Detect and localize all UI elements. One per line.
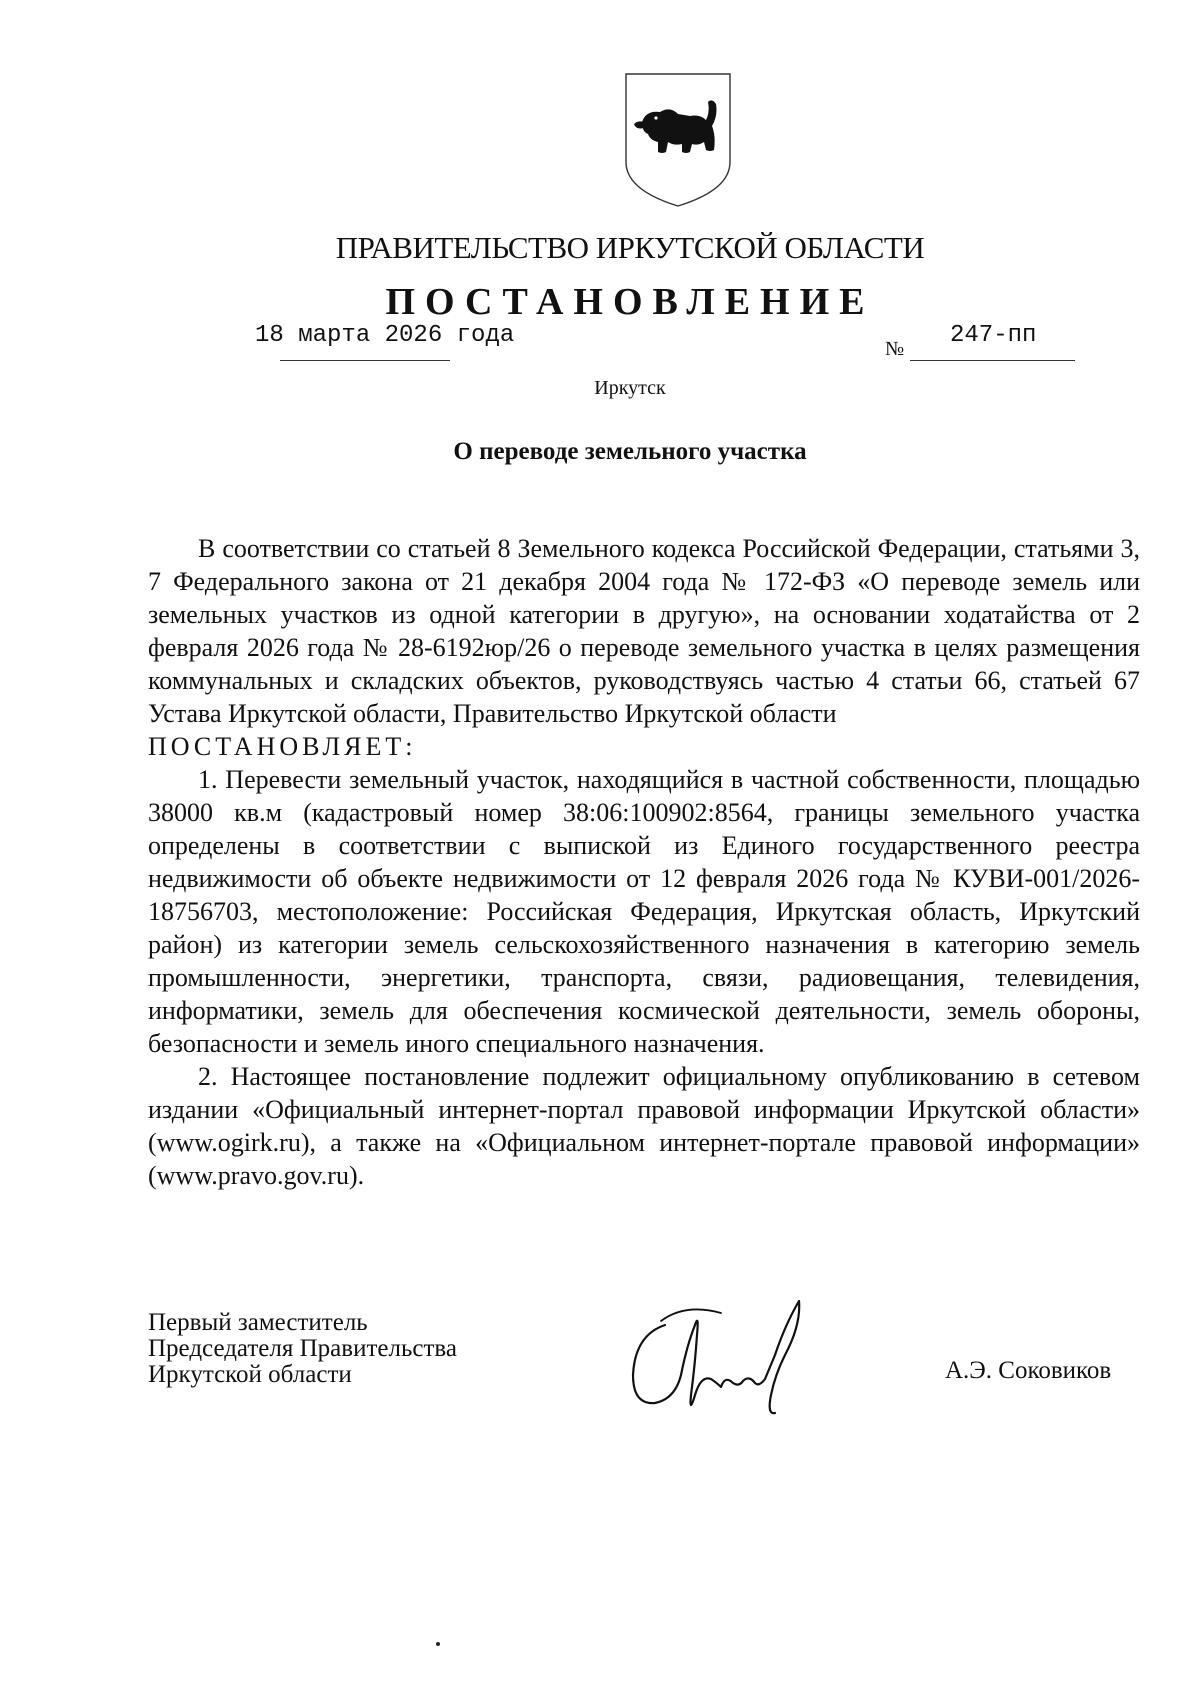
coat-of-arms-icon (620, 70, 736, 210)
signature-icon (625, 1295, 830, 1430)
document-number: 247-пп (950, 322, 1037, 349)
position-line-3: Иркутской области (148, 1361, 352, 1388)
document-body (148, 532, 1140, 1192)
date-underline (280, 360, 450, 361)
document-date: 18 марта 2026 года (255, 322, 515, 349)
signer-name: А.Э. Соковиков (945, 1357, 1112, 1384)
number-sign: № (885, 338, 905, 360)
preamble-paragraph: В соответствии со статьей 8 Земельного кодекса Российской Федерации, статьями 3, 7 Федерального закона от 21 декабря 2004 года № 172-ФЗ «О переводе земель или земельных участков из одной категории в другую», на основании ходатайства от 2 февраля 2026 года № 28-6192юр/26 о переводе земельного участка в целях размещения коммунальных и складских объектов, руководствуясь частью 4 статьи 66, статьей 67 Устава Иркутской области, Правительство Иркутской области (148, 534, 1140, 728)
position-line-2: Председателя Правительства (148, 1335, 457, 1362)
number-underline (910, 360, 1075, 361)
document-type: ПОСТАНОВЛЕНИЕ (385, 281, 875, 323)
position-line-1: Первый заместитель (148, 1309, 368, 1336)
document-title: О переводе земельного участка (453, 438, 807, 465)
stray-dot (436, 1642, 440, 1646)
government-name: ПРАВИТЕЛЬСТВО ИРКУТСКОЙ ОБЛАСТИ (335, 230, 925, 265)
decree-word: ПОСТАНОВЛЯЕТ: (148, 732, 417, 761)
item-1-paragraph: 1. Перевести земельный участок, находящийся в частной собственности, площадью 38000 кв.м (кадастровый номер 38:06:100902:8564, границы земельного участка определены в соответствии с выпиской из Единого государственного реестра недвижимости об объекте недвижимости от 12 февраля 2026 года № КУВИ-001/2026-18756703, местоположение: Российская Федерация, Иркутская область, Иркутский район) из категории земель сельскохозяйственного назначения в категорию земель промышленности, энергетики, транспорта, связи, радиовещания, телевидения, информатики, земель для обеспечения космической деятельности, земель обороны, безопасности и земель иного специального назначения. (148, 765, 1140, 1058)
item-2-paragraph: 2. Настоящее постановление подлежит официальному опубликованию в сетевом издании «Официальный интернет-портал правовой информации Иркутской области» (www.ogirk.ru), а также на «Официальном интернет-портале правовой информации» (www.pravo.gov.ru). (148, 1062, 1140, 1190)
signer-position (148, 1310, 457, 1388)
city: Иркутск (594, 377, 666, 399)
